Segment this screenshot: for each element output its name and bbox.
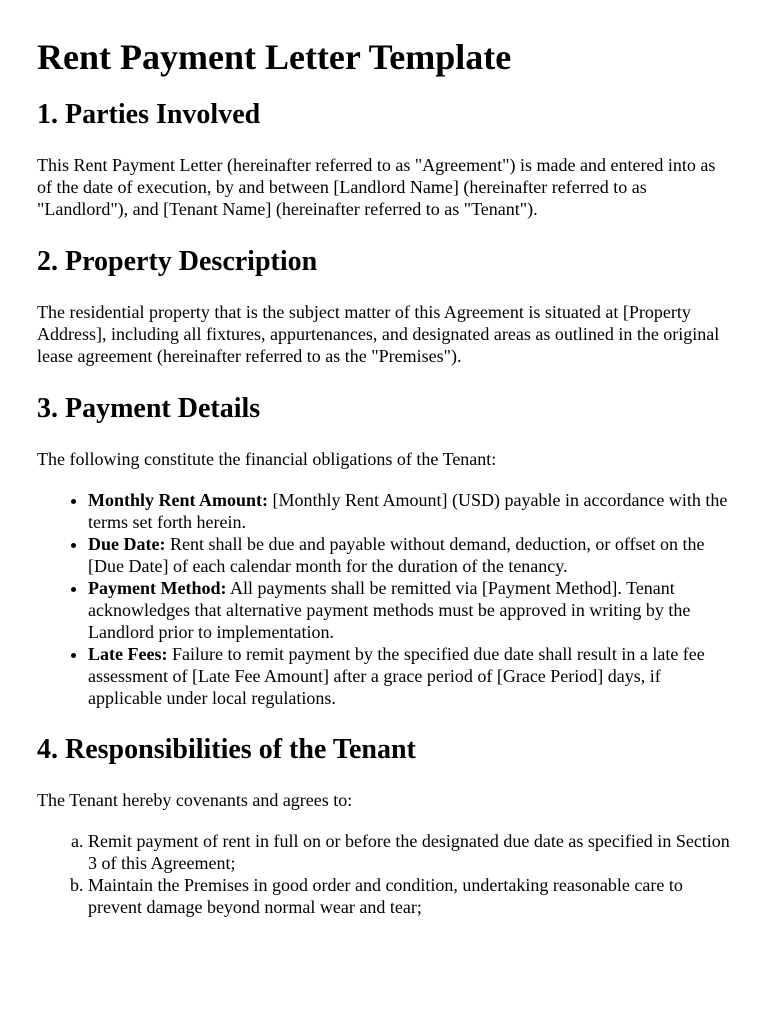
list-item-text: [Monthly Rent Amount] (USD) payable in accordance with the terms set forth herein.: [88, 490, 728, 532]
list-item-late-fees: [88, 643, 734, 709]
list-item-label: Payment Method:: [88, 578, 227, 598]
section-heading-parties: 1. Parties Involved: [37, 99, 261, 130]
section-heading-payment: 3. Payment Details: [37, 393, 261, 424]
list-item-maintain-premises: b. Maintain the Premises in good order and condition, undertaking reasonable care to prevent damage beyond normal wear and tear;: [88, 874, 734, 918]
section-heading-property: 2. Property Description: [37, 246, 318, 277]
payment-details-list: [37, 489, 734, 709]
document-title: Rent Payment Letter Template: [37, 37, 512, 77]
list-item-label: Due Date:: [88, 534, 166, 554]
list-item-monthly-rent: [88, 489, 734, 533]
responsibilities-list: [37, 830, 734, 918]
list-item-label: Late Fees:: [88, 644, 168, 664]
list-item-due-date: [88, 533, 734, 577]
section-paragraph-payment: The following constitute the financial obligations of the Tenant:: [37, 449, 497, 469]
list-item-text: Failure to remit payment by the specified due date shall result in a late fee assessment of [Late Fee Amount] after a grace period of [Grace Period] days, if applicable under local regulations.: [88, 644, 705, 708]
section-paragraph-property: The residential property that is the subject matter of this Agreement is situated at [Property Address], including all fixtures, appurtenances, and designated areas as outlined in the original lease agreement (hereinafter referred to as the "Premises").: [37, 302, 720, 366]
list-item-remit-payment: a. Remit payment of rent in full on or before the designated due date as specified in Section 3 of this Agreement;: [88, 830, 734, 874]
list-item-text: All payments shall be remitted via [Payment Method]. Tenant acknowledges that alternative payment methods must be approved in writing by the Landlord prior to implementation.: [88, 578, 691, 642]
list-item-text: Rent shall be due and payable without demand, deduction, or offset on the [Due Date] of each calendar month for the duration of the tenancy.: [88, 534, 705, 576]
section-paragraph-parties: This Rent Payment Letter (hereinafter referred to as "Agreement") is made and entered into as of the date of execution, by and between [Landlord Name] (hereinafter referred to as "Landlord"), and [Tenant Name] (hereinafter referred to as "Tenant").: [37, 155, 716, 219]
section-paragraph-responsibilities: The Tenant hereby covenants and agrees to:: [37, 790, 353, 810]
list-item-label: Monthly Rent Amount:: [88, 490, 269, 510]
section-heading-responsibilities: 4. Responsibilities of the Tenant: [37, 734, 416, 765]
list-item-payment-method: [88, 577, 734, 643]
